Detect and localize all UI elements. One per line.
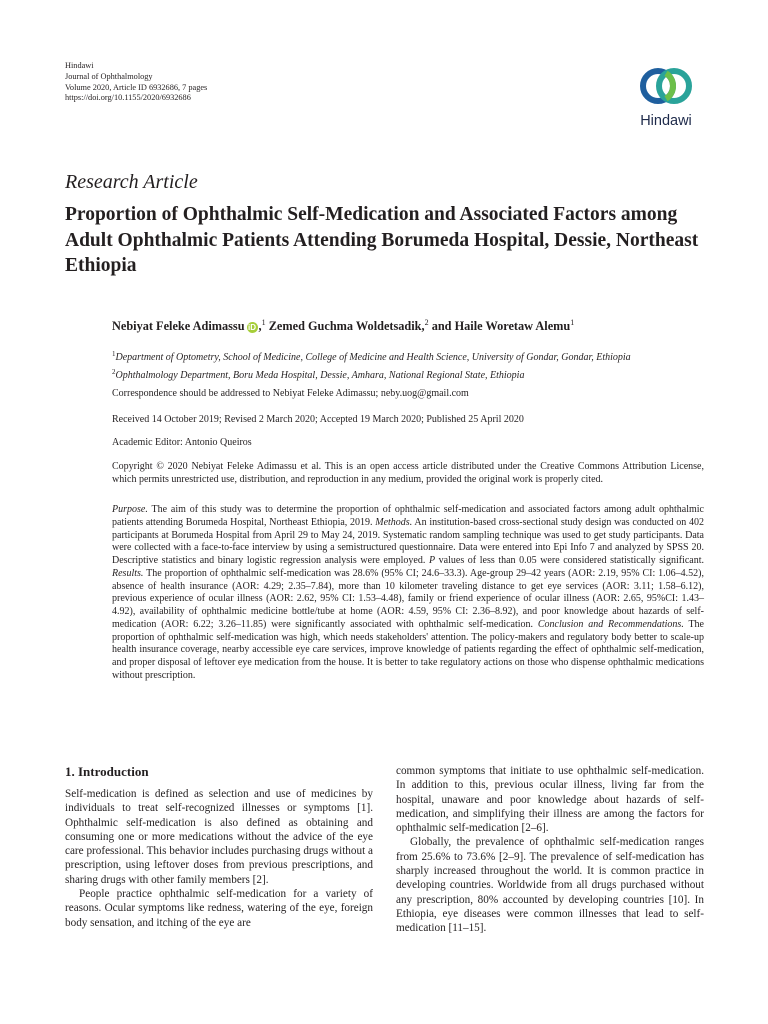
abstract [112,504,704,683]
body-column-right [396,764,704,936]
author-name: Nebiyat Feleke Adimassu [112,319,245,333]
journal-meta [65,61,207,104]
hindawi-rings-icon [631,61,701,111]
abstract-methods-end: values of less than 0.05 were considered statistically significant. [435,555,704,566]
article-type: Research Article [65,171,198,193]
correspondence: Correspondence should be addressed to Nebiyat Feleke Adimassu; neby.uog@gmail.com [112,388,469,399]
affiliation-sup: 1 [112,350,116,358]
article-title: Proportion of Ophthalmic Self-Medication and Associated Factors among Adult Ophthalmic Patients Attending Borumeda Hospital, Dessie, Northeast Ethiopia [65,204,699,276]
abstract-results: The proportion of ophthalmic self-medication was 28.6% (95% CI; 24.6–33.3). Age-group 29–42 years (AOR: 2.19, 95% CI: 1.06–4.52), absence of health insurance (AOR: 4.29; 2.35–7.84), more than 10 kilometer traveling distance to get eye services (AOR: 3.11; 1.58–6.12), previous experience of ocular illness (AOR: 2.62, 95% CI: 1.53–4.48), family or friend experience of ocular illness (AOR: 2.65, 95%CI: 1.43–4.92), availability of ophthalmic medicine bottle/tube at home (AOR: 4.59, 95% CI: 2.36–8.92), and poor knowledge about hazards of self-medication (AOR: 6.22; 3.26–11.85) were significantly associated with ophthalmic self-medication. [112,567,704,630]
author-name: Zemed Guchma Woldetsadik, [268,319,425,333]
body-paragraph: Self-medication is defined as selection and use of medicines by individuals to treat self-recognized illnesses or symptoms [1]. Ophthalmic self-medication is also defined as obtaining and consuming one or more medications without the advice of the eye care professional. This behavior includes purchasing drugs without a prescription, using leftover doses from previous prescriptions, and sharing drugs with other family members [2]. [65,788,373,886]
body-paragraph: People practice ophthalmic self-medication for a variety of reasons. Ocular symptoms like redness, watering of the eye, foreign body sensation, and itching of the eye are [65,888,373,929]
affiliations [112,347,631,383]
body-paragraph: common symptoms that initiate to use ophthalmic self-medication. In addition to this, previous ocular illness, living far from the hospital, unaware and poor knowledge about hazards of self-medication, and simplifying their illness are among the factors for ophthalmic self-medication [2–6]. [396,765,704,835]
logo-wordmark: Hindawi [640,113,692,129]
publication-dates: Received 14 October 2019; Revised 2 March 2020; Accepted 19 March 2020; Published 25 April 2020 [112,414,524,425]
journal-name: Journal of Ophthalmology [65,71,153,81]
affiliation-text: Ophthalmology Department, Boru Meda Hospital, Dessie, Amhara, National Regional State, Ethiopia [115,370,525,381]
author-list: Nebiyat Feleke Adimassu iD ,$^1$ Zemed Guchma Woldetsadik,$^2$ and Haile Woretaw Alemu$^1$ [112,318,575,333]
abstract-methods-label: Methods. [375,516,413,528]
abstract-purpose-label: Purpose. [112,504,148,515]
author-affil-sup: 1 [570,318,575,327]
doi-link[interactable]: https://doi.org/10.1155/2020/6932686 [65,93,191,103]
copyright-notice: Copyright © 2020 Nebiyat Feleke Adimassu et al. This is an open access article distributed under the Creative Commons Attribution License, which permits unrestricted use, distribution, and reproduction in any medium, provided the original work is properly cited. [112,461,704,485]
section-heading: 1. Introduction [65,764,149,779]
affiliation-sup: 2 [112,368,116,376]
affiliation-text: Department of Optometry, School of Medicine, College of Medicine and Health Science, University of Gondar, Gondar, Ethiopia [115,352,631,363]
abstract-conclusion-label: Conclusion and Recommendations. [537,618,684,630]
abstract-p-symbol: P [428,555,436,566]
hindawi-logo [631,61,701,136]
author-affil-sup: 2 [424,318,429,327]
affiliation-item [112,347,631,365]
academic-editor: Academic Editor: Antonio Queiros [112,437,252,448]
body-column-left [65,787,373,930]
abstract-purpose: The aim of this study was to determine the proportion of ophthalmic self-medication and associated factors among adult ophthalmic patients attending Borumeda Hospital, Northeast Ethiopia, 2019. [112,504,704,528]
author-affil-sup: 1 [261,318,266,327]
affiliation-item [112,365,631,383]
abstract-results-label: Results. [112,567,144,579]
abstract-conclusion: The proportion of ophthalmic self-medication was high, which needs stakeholders' attention. The policy-makers and regulatory body better to scale-up health insurance coverage, nearby accessible eye care services, improve knowledge of patients regarding the effect of ophthalmic self-medication, and proper disposal of leftover eye medication from the house. It is better to take regulatory actions on those who dispense ophthalmic medications without prescription. [112,618,704,681]
author-name: and Haile Woretaw Alemu [431,319,571,333]
orcid-icon[interactable]: iD [248,323,257,332]
body-paragraph: Globally, the prevalence of ophthalmic self-medication ranges from 25.6% to 73.6% [2–9]. The prevalence of self-medication has sharply increased throughout the world. It is common practice in developing countries. Worldwide from all drugs purchased without any prescription, 80% accounted by developing countries [10]. In Ethiopia, eye diseases were common illnesses that lead to self-medication [11–15]. [396,836,704,935]
publisher-name: Hindawi [65,61,94,70]
abstract-methods: An institution-based cross-sectional study design was conducted on 402 participants at Borumeda Hospital from April 29 to May 24, 2019. Systematic random sampling technique was used to get study participants. Data were collected with a face-to-face interview by using a semistructured questionnaire. Data were entered into Epi Info 7 and analyzed by SPSS 20. Descriptive statistics and binary logistic regression analysis were employed. [112,516,704,566]
volume-info: Volume 2020, Article ID 6932686, 7 pages [65,82,208,92]
